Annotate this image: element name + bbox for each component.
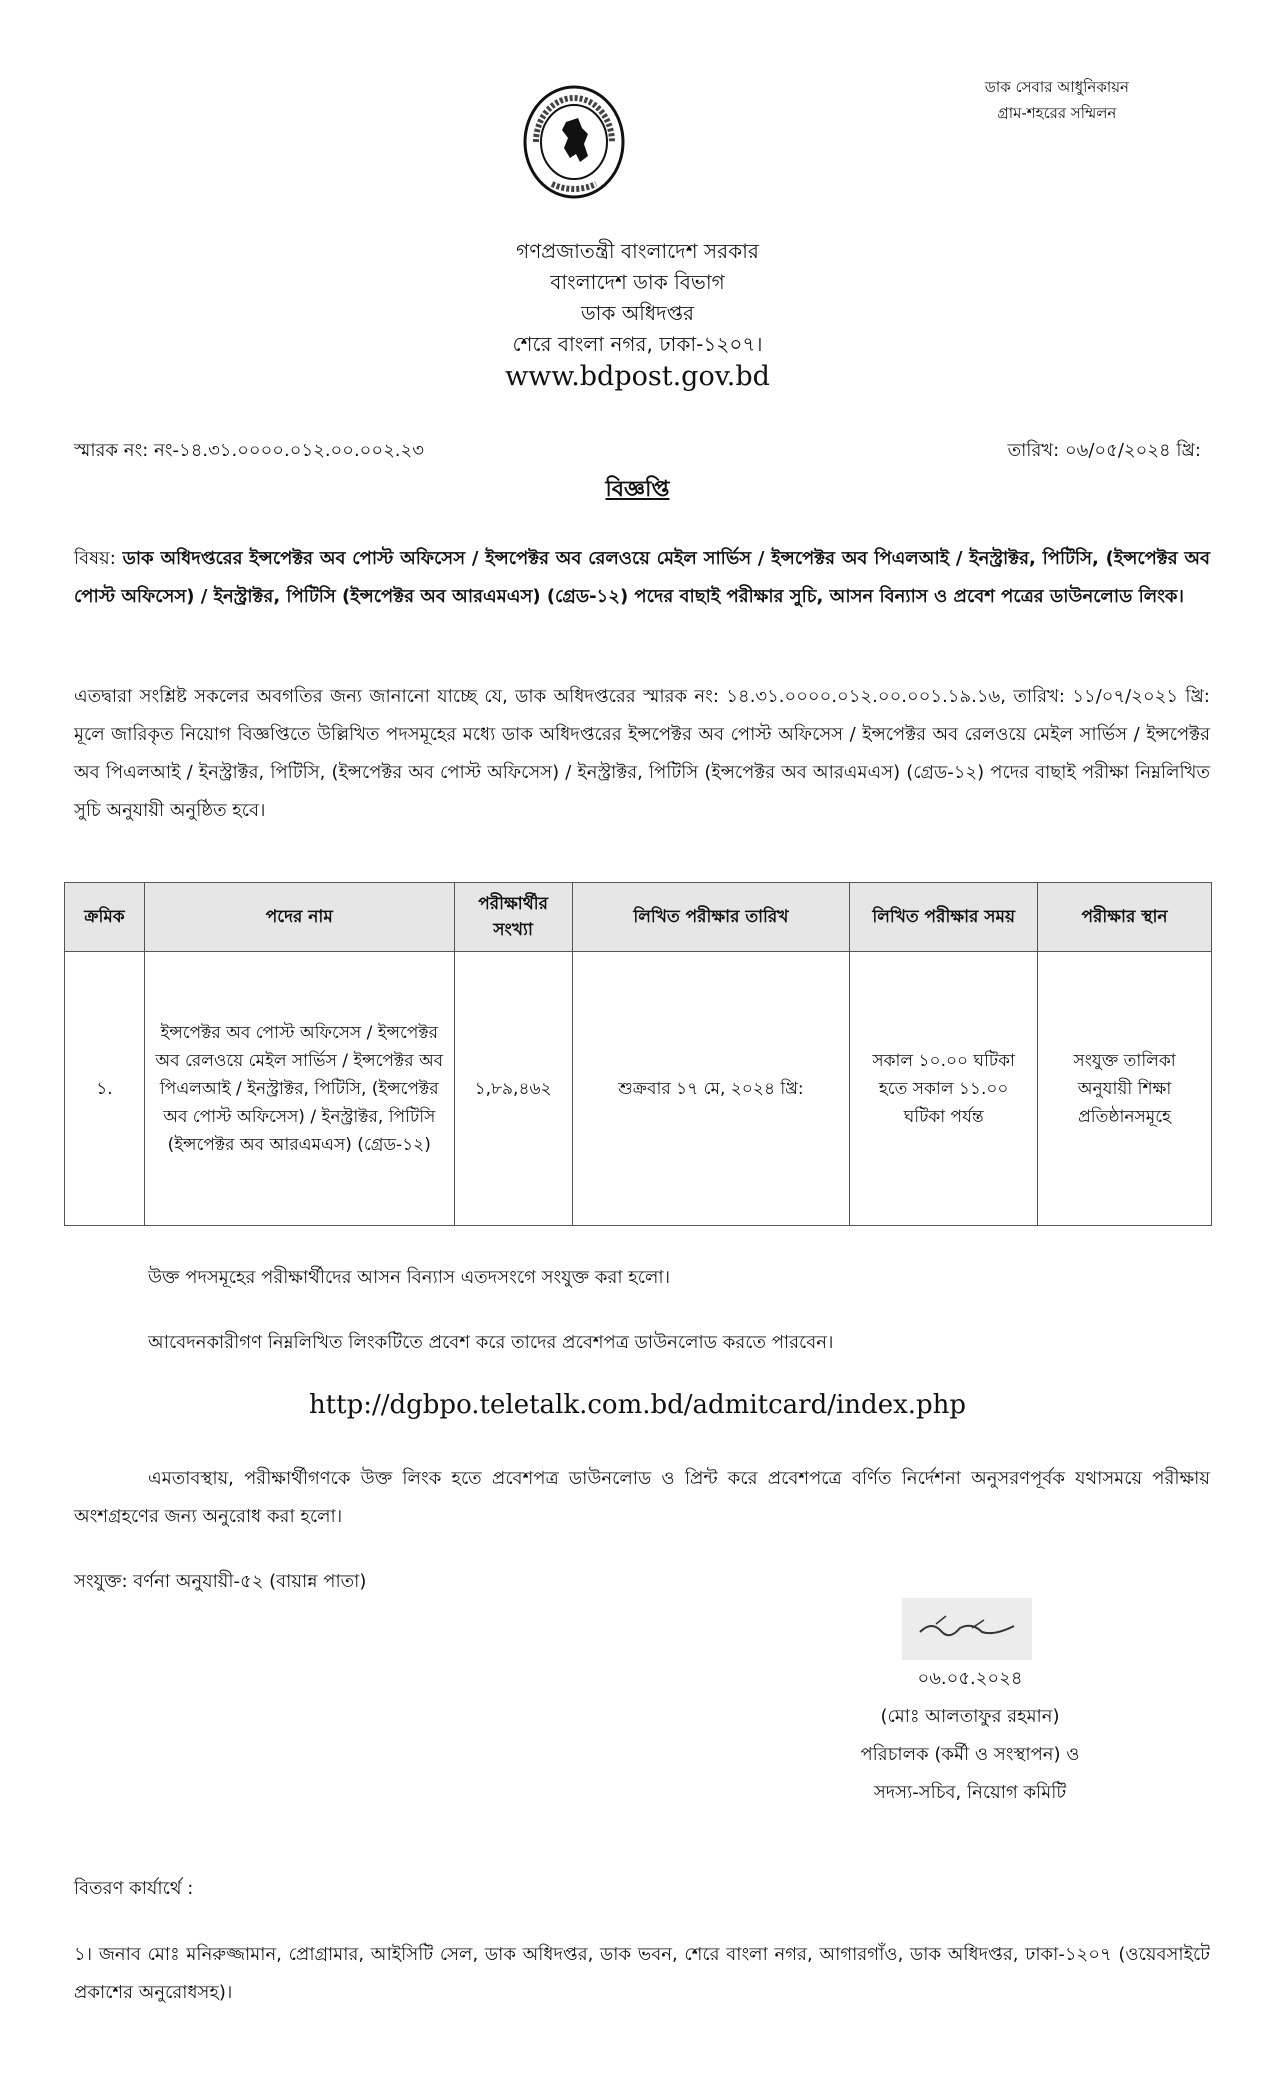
- distribution-heading: বিতরণ কার্যার্থে :: [74, 1878, 194, 1899]
- division-name: বাংলাদেশ ডাক বিভাগ: [550, 270, 725, 294]
- slogan: [985, 74, 1129, 126]
- signatory-name: (মোঃ আলতাফুর রহমান): [880, 1706, 1060, 1727]
- col-post: পদের নাম: [144, 883, 454, 952]
- office-address: শেরে বাংলা নগর, ঢাকা-১২০৭।: [512, 332, 763, 356]
- signatory-role: সদস্য-সচিব, নিয়োগ কমিটি: [873, 1782, 1067, 1803]
- table-header-row: [65, 883, 1212, 952]
- attachment-note: সংযুক্ত: বর্ণনা অনুযায়ী-৫২ (বায়ান্ন পাতা): [74, 1571, 367, 1592]
- col-exam-date: লিখিত পরীক্ষার তারিখ: [572, 883, 850, 952]
- col-venue: পরীক্ষার স্থান: [1038, 883, 1212, 952]
- download-note: আবেদনকারীগণ নিম্নলিখিত লিংকটিতে প্রবেশ করে তাদের প্রবেশপত্র ডাউনলোড করতে পারবেন।: [148, 1332, 834, 1353]
- directorate-name: ডাক অধিদপ্তর: [580, 301, 695, 325]
- table-row: [65, 952, 1212, 1226]
- website-url[interactable]: www.bdpost.gov.bd: [505, 361, 770, 392]
- subject-label: বিষয়:: [74, 548, 116, 569]
- notice-title: বিজ্ঞপ্তি: [605, 477, 670, 502]
- government-seal-logo: [522, 84, 626, 208]
- gov-name: গণপ্রজাতন্ত্রী বাংলাদেশ সরকার: [516, 239, 759, 263]
- cell-exam-date: শুক্রবার ১৭ মে, ২০২৪ খ্রি:: [572, 952, 850, 1226]
- col-serial: ক্রমিক: [65, 883, 145, 952]
- distribution-item: ১। জনাব মোঃ মনিরুজ্জামান, প্রোগ্রামার, আইসিটি সেল, ডাক অধিদপ্তর, ডাক ভবন, শেরে বাংলা নগর, আগারগাঁও, ডাক অধিদপ্তর, ঢাকা-১২০৭ (ওয়েবসাইটে প্রকাশের অনুরোধসহ)।: [74, 1944, 1210, 2003]
- intro-paragraph: এতদ্বারা সংশ্লিষ্ট সকলের অবগতির জন্য জানানো যাচ্ছে যে, ডাক অধিদপ্তরের স্মারক নং: ১৪.৩১.০০০০.০১২.০০.০০১.১৯.১৬, তারিখ: ১১/০৭/২০২১ খ্রি: মূলে জারিকৃত নিয়োগ বিজ্ঞপ্তিতে উল্লিখিত পদসমূহের মধ্যে ডাক অধিদপ্তরের ইন্সপেক্টর অব পোস্ট অফিসেস / ইন্সপেক্টর অব রেলওয়ে মেইল সার্ভিস / ইন্সপেক্টর অব পিএলআই / ইনস্ট্রাক্টর, পিটিসি, (ইন্সপেক্টর অব পোস্ট অফিসেস) / ইনস্ট্রাক্টর, পিটিসি (ইন্সপেক্টর অব আরএমএস) (গ্রেড-১২) পদের বাছাই পরীক্ষা নিম্নলিখিত সুচি অনুযায়ী অনুষ্ঠিত হবে।: [74, 686, 1210, 821]
- admit-card-link[interactable]: http://dgbpo.teletalk.com.bd/admitcard/index.php: [308, 1390, 967, 1420]
- exam-schedule-table: [64, 882, 1212, 1226]
- col-candidates: পরীক্ষার্থীর সংখ্যা: [454, 883, 572, 952]
- memo-date: তারিখ: ০৬/০৫/২০২৪ খ্রি:: [1007, 440, 1201, 461]
- cell-exam-time: সকাল ১০.০০ ঘটিকা হতে সকাল ১১.০০ ঘটিকা পর্যন্ত: [850, 952, 1038, 1226]
- cell-serial: ১.: [65, 952, 145, 1226]
- instruction-paragraph: এমতাবস্থায়, পরীক্ষার্থীগণকে উক্ত লিংক হতে প্রবেশপত্র ডাউনলোড ও প্রিন্ট করে প্রবেশপত্রে বর্ণিত নির্দেশনা অনুসরণপূর্বক যথাসময়ে পরীক্ষায় অংশগ্রহণের জন্য অনুরোধ করা হলো।: [74, 1468, 1210, 1527]
- slogan-line-1: ডাক সেবার আধুনিকায়ন: [984, 78, 1129, 96]
- col-exam-time: লিখিত পরীক্ষার সময়: [850, 883, 1038, 952]
- cell-post: ইন্সপেক্টর অব পোস্ট অফিসেস / ইন্সপেক্টর অব রেলওয়ে মেইল সার্ভিস / ইন্সপেক্টর অব পিএলআই / ইনস্ট্রাক্টর, পিটিসি, (ইন্সপেক্টর অব পোস্ট অফিসেস) / ইনস্ট্রাক্টর, পিটিসি (ইন্সপেক্টর অব আরএমএস) (গ্রেড-১২): [144, 952, 454, 1226]
- handwritten-signature: [902, 1598, 1032, 1660]
- seat-plan-note: উক্ত পদসমূহের পরীক্ষার্থীদের আসন বিন্যাস এতদসংগে সংযুক্ত করা হলো।: [148, 1267, 671, 1288]
- cell-candidates: ১,৮৯,৪৬২: [454, 952, 572, 1226]
- slogan-line-2: গ্রাম-শহরের সম্মিলন: [997, 104, 1117, 122]
- subject-text: ডাক অধিদপ্তরের ইন্সপেক্টর অব পোস্ট অফিসেস / ইন্সপেক্টর অব রেলওয়ে মেইল সার্ভিস / ইন্সপেক্টর অব পিএলআই / ইনস্ট্রাক্টর, পিটিসি, (ইন্সপেক্টর অব পোস্ট অফিসেস) / ইনস্ট্রাক্টর, পিটিসি (ইন্সপেক্টর অব আরএমএস) (গ্রেড-১২) পদের বাছাই পরীক্ষার সুচি, আসন বিন্যাস ও প্রবেশ পত্রের ডাউনলোড লিংক।: [74, 548, 1210, 607]
- memo-number: স্মারক নং: নং-১৪.৩১.০০০০.০১২.০০.০০২.২৩: [74, 440, 424, 461]
- cell-venue: সংযুক্ত তালিকা অনুযায়ী শিক্ষা প্রতিষ্ঠানসমূহে: [1038, 952, 1212, 1226]
- signature-date: ০৬.০৫.২০২৪: [917, 1668, 1023, 1689]
- signatory-designation: পরিচালক (কর্মী ও সংস্থাপন) ও: [860, 1744, 1080, 1765]
- subject: [74, 540, 1210, 616]
